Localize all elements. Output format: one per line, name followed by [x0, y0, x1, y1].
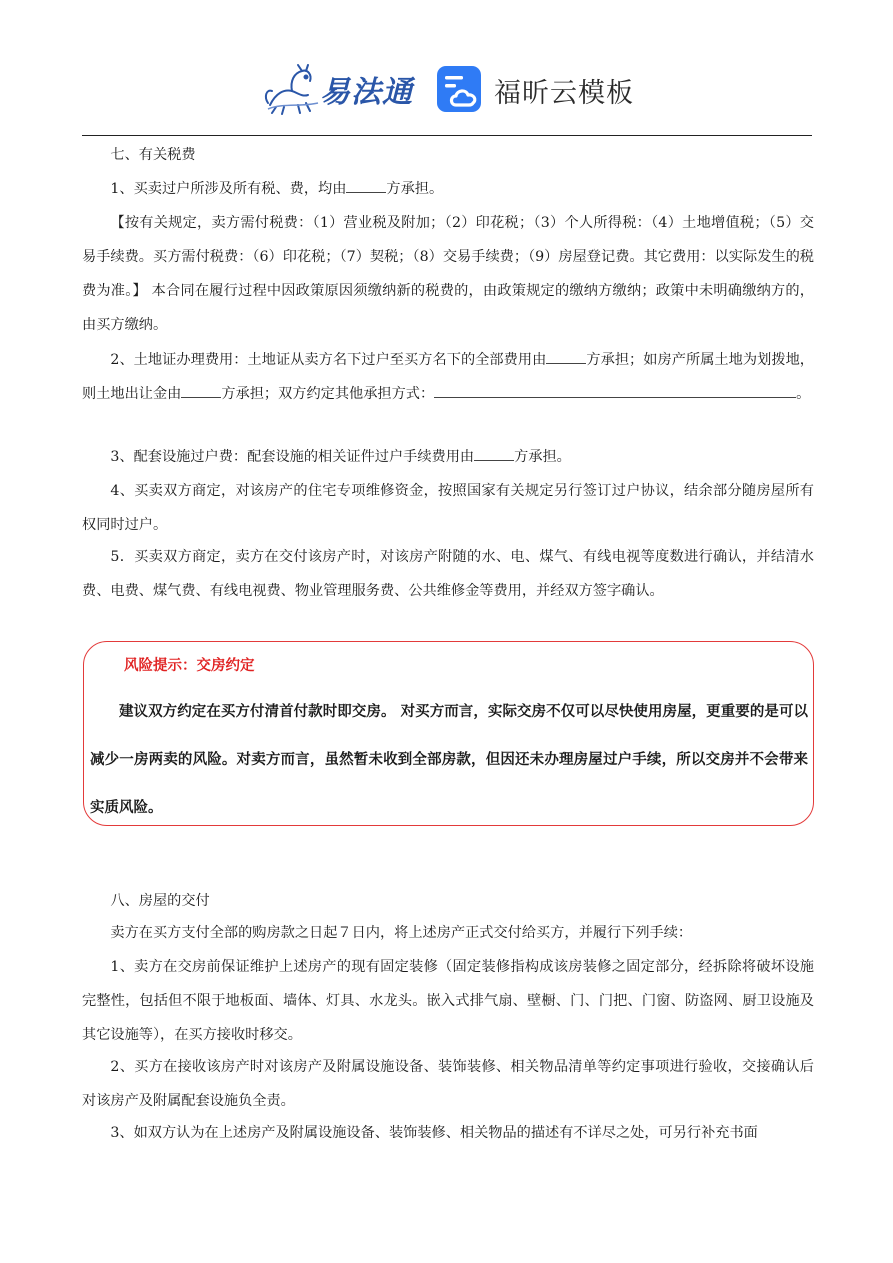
blank-field[interactable]: [346, 178, 386, 193]
clause-8-2: 2、买方在接收该房产时对该房产及附属设施设备、装饰装修、相关物品清单等约定事项进行验收，交接确认后对该房产及附属配套设施负全责。: [82, 1059, 814, 1109]
clause-7-4: 4、买卖双方商定，对该房产的住宅专项维修资金，按照国家有关规定另行签订过户协议，结余部分随房屋所有权同时过户。: [82, 483, 814, 533]
risk-notice-title: 风险提示：交房约定: [124, 658, 255, 674]
cloud-document-icon: [436, 65, 484, 115]
blank-field[interactable]: [434, 383, 696, 398]
header-divider: [82, 135, 812, 136]
clause-7-2: 2、土地证办理费用：土地证从卖方名下过户至买方名下的全部费用由 方承担；如房产所属土地为划拨地，则土地出让金由 方承担；双方约定其他承担方式： 。: [82, 343, 814, 411]
section-heading-delivery: 八、房屋的交付: [110, 893, 210, 909]
clause-8-3: 3、如双方认为在上述房产及附属设施设备、装饰装修、相关物品的描述有不详尽之处，可另行补充书面: [110, 1125, 758, 1141]
risk-notice-box: [83, 641, 814, 826]
blank-field[interactable]: [181, 383, 221, 398]
blank-field[interactable]: [696, 383, 796, 398]
section-heading-taxes: 七、有关税费: [110, 147, 196, 163]
blank-field[interactable]: [546, 349, 586, 364]
fuxin-cloud-template-logo-text: 福昕云模板: [494, 78, 634, 109]
clause-7-tax-note: 【按有关规定，卖方需付税费：（1）营业税及附加；（2）印花税；（3）个人所得税：（4）土地增值税；（5）交易手续费。买方需付税费：（6）印花税；（7）契税；（8）交易手续费；（9）房屋登记费。其它费用：以实际发生的税费为准。】 本合同在履行过程中因政策原因须缴纳新的税费的，由政策规定的缴纳方缴纳；政策中未明确缴纳方的，由买方缴纳。: [82, 215, 814, 333]
clause-8-intro: 卖方在买方支付全部的购房款之日起７日内，将上述房产正式交付给买方，并履行下列手续：: [110, 925, 693, 941]
clause-8-1: 1、卖方在交房前保证维护上述房产的现有固定装修（固定装修指构成该房装修之固定部分，经拆除将破坏设施完整性，包括但不限于地板面、墙体、灯具、水龙头。嵌入式排气扇、壁橱、门、门把、门窗、防盗网、厨卫设施及其它设施等），在买方接收时移交。: [82, 959, 814, 1043]
clause-7-1: 1、买卖过户所涉及所有税、费，均由 方承担。: [82, 172, 814, 206]
yifatong-logo-text: 易法通: [320, 75, 413, 110]
page-header: [0, 55, 893, 125]
blank-field[interactable]: [474, 446, 514, 461]
clause-7-3: 3、配套设施过户费：配套设施的相关证件过户手续费用由 方承担。: [82, 440, 814, 474]
risk-notice-body: 建议双方约定在买方付清首付款时即交房。 对买方而言，实际交房不仅可以尽快使用房屋，更重要的是可以减少一房两卖的风险。对卖方而言，虽然暂未收到全部房款，但因还未办理房屋过户手续，所以交房并不会带来实质风险。: [90, 704, 808, 816]
clause-7-5: 5．买卖双方商定，卖方在交付该房产时，对该房产附随的水、电、煤气、有线电视等度数进行确认，并结清水费、电费、煤气费、有线电视费、物业管理服务费、公共维修金等费用，并经双方签字确认。: [82, 549, 814, 599]
